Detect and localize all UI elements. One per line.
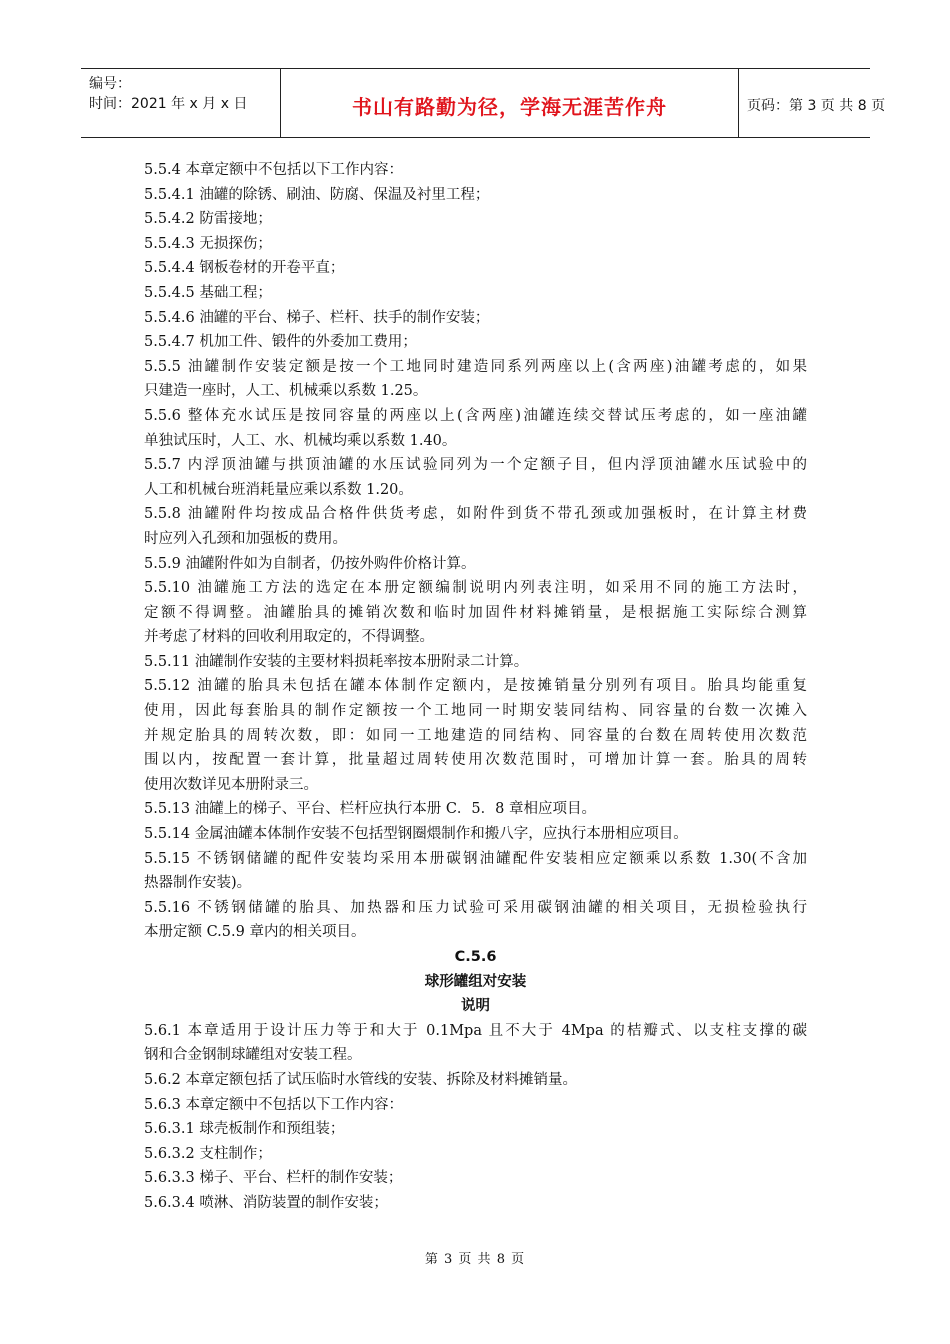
document-body: [144, 158, 807, 1216]
section-subtitle: 说明: [461, 998, 490, 1015]
text-line: 定额不得调整。油罐胎具的摊销次数和临时加固件材料摊销量，是根据施工实际综合测算: [144, 604, 807, 621]
text-line: 5.5.4.7 机加工件、锻件的外委加工费用；: [144, 334, 417, 351]
text-line: 5.5.10 油罐施工方法的选定在本册定额编制说明内列表注明，如采用不同的施工方法时，: [144, 580, 807, 597]
text-line: 5.6.3.2 支柱制作；: [144, 1145, 272, 1162]
header-page-info: 页码：第 3 页 共 8 页: [747, 98, 886, 114]
text-line: 5.5.11 油罐制作安装的主要材料损耗率按本册附录二计算。: [144, 653, 529, 670]
text-line: 5.6.3.1 球壳板制作和预组装；: [144, 1121, 345, 1138]
header-middle-cell: [281, 69, 739, 137]
text-line: 5.5.12 油罐的胎具未包括在罐本体制作定额内，是按摊销量分别列有项目。胎具均能重复: [144, 678, 807, 695]
page-header: [81, 68, 886, 138]
text-line: 5.6.3 本章定额中不包括以下工作内容：: [144, 1096, 404, 1113]
text-line: 5.5.15 不锈钢储罐的配件安装均采用本册碳钢油罐配件安装相应定额乘以系数 1.30(不含加: [144, 850, 807, 867]
text-line: 人工和机械台班消耗量应乘以系数 1.20。: [144, 481, 413, 498]
text-line: 5.5.4.6 油罐的平台、梯子、栏杆、扶手的制作安装；: [144, 309, 490, 326]
header-right-cell: [739, 69, 886, 137]
header-left-cell: [81, 69, 281, 137]
text-line: 5.5.14 金属油罐本体制作安装不包括型钢圈煨制作和搬八字，应执行本册相应项目。: [144, 826, 688, 843]
section-number: C.5.6: [454, 949, 497, 965]
text-line: 并规定胎具的周转次数，即：如同一工地建造的同结构、同容量的台数在周转使用次数范: [144, 727, 807, 744]
text-line: 5.6.1 本章适用于设计压力等于和大于 0.1Mpa 且不大于 4Mpa 的桔瓣式、以支柱支撑的碳: [144, 1022, 807, 1039]
text-line: 使用次数详见本册附录三。: [144, 776, 318, 793]
text-line: 5.5.16 不锈钢储罐的胎具、加热器和压力试验可采用碳钢油罐的相关项目，无损检验执行: [144, 899, 807, 916]
text-line: 只建造一座时，人工、机械乘以系数 1.25。: [144, 383, 428, 400]
text-line: 5.5.7 内浮顶油罐与拱顶油罐的水压试验同列为一个定额子目，但内浮顶油罐水压试验中的: [144, 457, 808, 474]
document-date-label: 时间：2021 年 x 月 x 日: [89, 96, 248, 112]
page-footer: 第 3 页 共 8 页: [424, 1252, 526, 1267]
text-line: 5.5.4 本章定额中不包括以下工作内容：: [144, 162, 404, 178]
text-line: 5.5.6 整体充水试压是按同容量的两座以上(含两座)油罐连续交替试压考虑的，如一座油罐: [144, 407, 807, 424]
text-line: 5.5.9 油罐附件如为自制者，仍按外购件价格计算。: [144, 555, 476, 572]
text-line: 并考虑了材料的回收利用取定的，不得调整。: [144, 629, 434, 646]
text-line: 5.5.4.5 基础工程；: [144, 284, 272, 301]
text-line: 钢和合金钢制球罐组对安装工程。: [144, 1047, 362, 1064]
text-line: 5.5.4.1 油罐的除锈、刷油、防腐、保温及衬里工程；: [144, 186, 490, 203]
text-line: 5.5.4.2 防雷接地；: [144, 211, 272, 228]
text-line: 热器制作安装)。: [144, 875, 252, 892]
text-line: 时应列入孔颈和加强板的费用。: [144, 530, 347, 547]
text-line: 5.5.8 油罐附件均按成品合格件供货考虑，如附件到货不带孔颈或加强板时，在计算主材费: [144, 506, 808, 523]
text-line: 5.6.3.3 梯子、平台、栏杆的制作安装；: [144, 1170, 403, 1187]
text-line: 5.5.4.4 钢板卷材的开卷平直；: [144, 260, 345, 277]
text-line: 本册定额 C.5.9 章内的相关项目。: [144, 924, 366, 941]
text-line: 使用，因此每套胎具的制作定额按一个工地同一时期安装同结构、同容量的台数一次摊入: [144, 703, 807, 720]
text-line: 5.5.4.3 无损探伤；: [144, 235, 272, 252]
header-slogan: 书山有路勤为径，学海无涯苦作舟: [352, 95, 667, 119]
document-number-label: 编号：: [89, 76, 131, 92]
text-line: 单独试压时，人工、水、机械均乘以系数 1.40。: [144, 432, 457, 449]
section-title: 球形罐组对安装: [424, 973, 527, 990]
text-line: 5.5.13 油罐上的梯子、平台、栏杆应执行本册 C．5．8 章相应项目。: [144, 801, 596, 818]
text-line: 围以内，按配置一套计算，批量超过周转使用次数范围时，可增加计算一套。胎具的周转: [144, 752, 807, 769]
text-line: 5.5.5 油罐制作安装定额是按一个工地同时建造同系列两座以上(含两座)油罐考虑的，如果: [144, 358, 807, 375]
text-line: 5.6.2 本章定额包括了试压临时水管线的安装、拆除及材料摊销量。: [144, 1071, 578, 1088]
text-line: 5.6.3.4 喷淋、消防装置的制作安装；: [144, 1194, 388, 1211]
